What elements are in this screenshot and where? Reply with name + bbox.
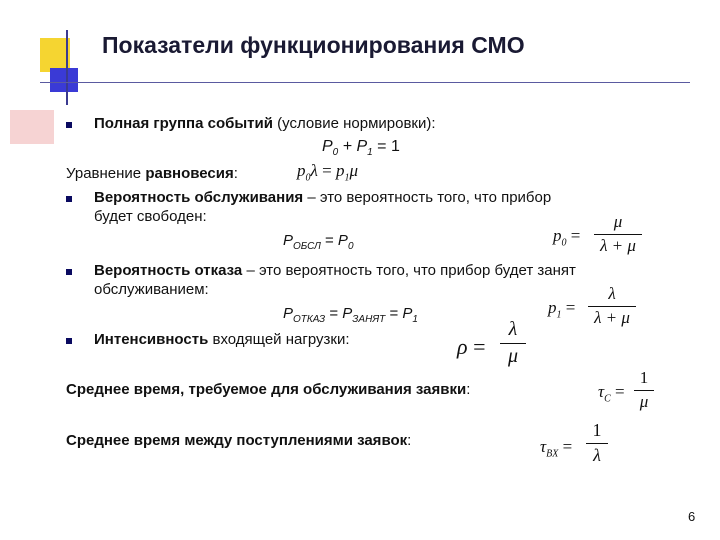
tau-c-denominator: μ	[639, 392, 649, 411]
decor-blue-square	[50, 68, 78, 92]
rho-lhs: ρ =	[457, 334, 486, 359]
tau-c-lhs: $\tau_C$ =	[598, 382, 625, 405]
refusal-prob-bold: Вероятность отказа	[94, 262, 243, 279]
balance-bold: равновесия	[145, 165, 234, 182]
p1-numerator: λ	[608, 284, 616, 303]
page-title: Показатели функционирования СМО	[102, 32, 525, 58]
refusal-prob-line	[94, 262, 576, 280]
tau-bx-lhs: $\tau_{BX}$ =	[540, 437, 573, 460]
balance-formula: $p_0\lambda = p_1\mu$	[297, 161, 359, 184]
tau-c-numerator: 1	[639, 368, 649, 387]
service-prob-line2: будет свободен:	[94, 208, 207, 225]
tau-c-fraction	[634, 368, 654, 414]
intensity-line	[94, 331, 350, 349]
full-group-bold: Полная группа событий	[94, 115, 273, 132]
tau-bx-denominator: λ	[593, 445, 601, 465]
p0-lhs: $p_0$ =	[553, 226, 581, 249]
bullet-marker	[66, 338, 72, 344]
mean-arrival-colon: :	[407, 432, 412, 449]
tau-bx-fraction	[586, 420, 608, 468]
rho-numerator: λ	[508, 318, 518, 340]
mean-arrival-line	[66, 432, 411, 450]
service-prob-line	[94, 189, 551, 207]
refusal-prob-rest: – это вероятность того, что прибор будет занят	[242, 262, 576, 279]
intensity-rest: входящей нагрузки:	[208, 331, 350, 348]
mean-service-line	[66, 381, 470, 399]
fraction-bar	[594, 234, 642, 235]
intensity-bold: Интенсивность	[94, 331, 209, 348]
p0-numerator: μ	[613, 212, 623, 231]
decor-vertical-line	[66, 30, 68, 105]
balance-line	[66, 165, 238, 183]
p0-fraction	[594, 212, 642, 258]
p-obsl-formula: $P_{ОБСЛ} = P_0$	[283, 232, 354, 252]
mean-service-bold: Среднее время, требуемое для обслуживания заявки	[66, 381, 467, 398]
full-group-rest: (условие нормировки):	[272, 115, 436, 132]
bullet-marker	[66, 269, 72, 275]
p1-lhs: $p_1$ =	[548, 298, 576, 321]
fraction-bar	[586, 443, 608, 444]
p1-fraction	[588, 284, 636, 330]
refusal-prob-line2: обслуживанием:	[94, 281, 209, 298]
decor-horizontal-line	[40, 82, 690, 83]
decor-pink-square	[10, 110, 54, 144]
full-group-line	[94, 115, 436, 133]
bullet-marker	[66, 122, 72, 128]
tau-bx-numerator: 1	[592, 420, 602, 440]
service-prob-rest: – это вероятность того, что прибор	[303, 189, 552, 206]
normalization-formula: $P_0 + P_1 = 1$	[322, 138, 400, 159]
rho-denominator: μ	[507, 345, 519, 367]
mean-service-colon: :	[466, 381, 471, 398]
mean-arrival-bold: Среднее время между поступлениями заявок	[66, 432, 408, 449]
p1-denominator: λ + μ	[594, 308, 630, 327]
balance-text: Уравнение	[66, 165, 146, 182]
service-prob-bold: Вероятность обслуживания	[94, 189, 304, 206]
fraction-bar	[634, 390, 654, 391]
rho-fraction	[500, 318, 526, 370]
fraction-bar	[588, 306, 636, 307]
p-otkaz-formula: $P_{ОТКАЗ} = P_{ЗАНЯТ} = P_1$	[283, 305, 418, 325]
page-number: 6	[688, 509, 696, 524]
fraction-bar	[500, 343, 526, 344]
p0-denominator: λ + μ	[600, 236, 636, 255]
balance-colon: :	[233, 165, 238, 182]
bullet-marker	[66, 196, 72, 202]
